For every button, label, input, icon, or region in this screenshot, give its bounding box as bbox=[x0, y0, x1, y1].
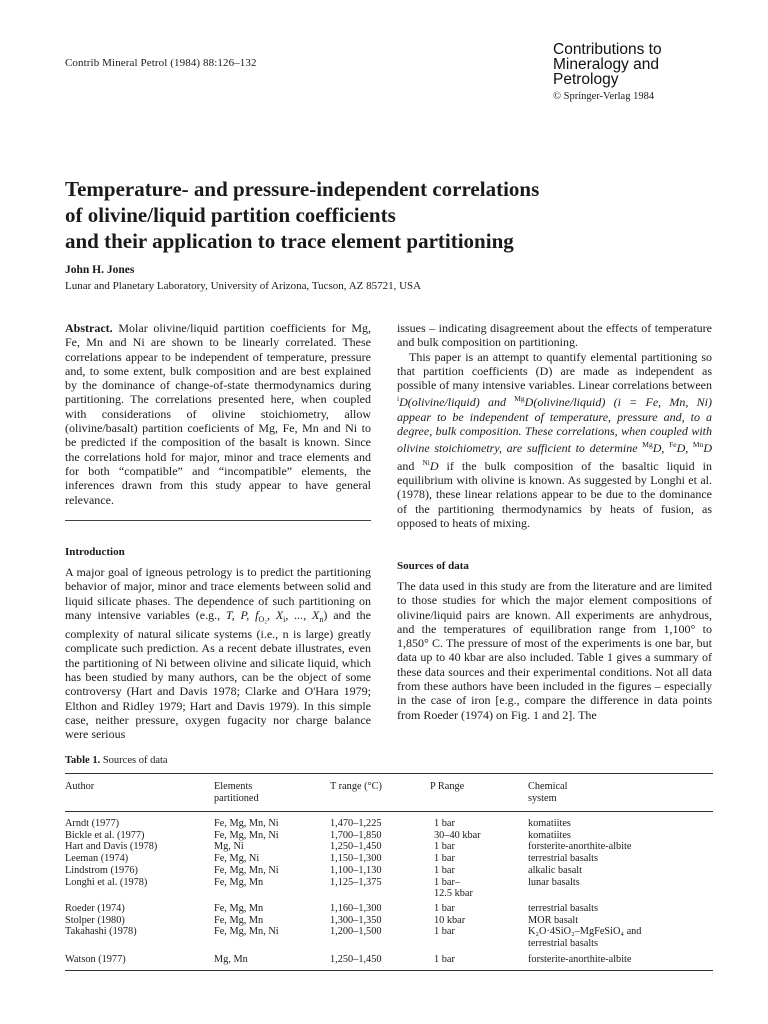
cell-pressure: 1 bar bbox=[434, 841, 455, 853]
cell-pressure: 1 bar bbox=[434, 953, 455, 965]
cell-author: Lindstrom (1976) bbox=[65, 864, 138, 876]
article-title bbox=[65, 176, 705, 254]
col-header-elements-line1: Elements bbox=[214, 781, 253, 792]
cell-chemical-system: alkalic basalt bbox=[528, 864, 583, 876]
sources-text: The data used in this study are from the literature and are limited to those studies for which the major element compositions of olivine/liquid pairs are known. All experiments are anhydrous, and the temperatures of equilibration range from 1,100° to 1,850° C. The pressure of most of the experiments is one bar, but data up to 40 kbar are also included. Table 1 gives a summary of these data sources and their experimental conditions. Not all data from these authors have been included in the figures – especially in the case of iron [e.g., compare the difference in data points from Roeder (1974) on Fig. 1 and 2]. The bbox=[397, 579, 712, 722]
author-name: John H. Jones bbox=[65, 264, 135, 276]
table-bottom-rule bbox=[65, 970, 713, 971]
cell-pressure: 1 bar bbox=[434, 864, 455, 876]
aim-text-part: if the bulk composition of the basaltic liquid in equilibrium with olivine is known. As suggested by Longhi et al. (1978), these linear relations appear to be due to the dominance of the partitioning thermodynamics by heats of fusion, as opposed to heats of mixing. bbox=[397, 458, 712, 530]
superscript-ni: Ni bbox=[422, 457, 430, 467]
col-header-prange: P Range bbox=[430, 781, 465, 792]
intro-text-part: A major goal of igneous petrology is to predict the partitioning behavior of major, minor and trace elements between solid and liquid silicate phases. The dependence of such partitioning on many intensive variables (e.g., bbox=[65, 565, 371, 622]
introduction-heading: Introduction bbox=[65, 546, 125, 558]
cell-author: Leeman (1974) bbox=[65, 853, 129, 865]
abstract-text: Molar olivine/liquid partition coefficients for Mg, Fe, Mn and Ni are shown to be linearly correlated. These correlations appear to be independent of temperature, pressure and, to some extent, bulk composition and are best explained by the dominance of change-of-state thermodynamics during partitioning. The correlations presented here, when coupled with considerations of olivine stoichiometry, allow (olivine/basalt) partition coeficients of Mg, Fe, Mn and Ni to be predicted if the composition of the basalt is known. Since the correlations hold for major, minor and trace elements and for both “compatible” and “incompatible” elements, the inferences drawn from this study appear to have general relevance. bbox=[65, 321, 371, 507]
col-header-chemical-line2: system bbox=[528, 792, 557, 804]
cell-temperature: 1,470–1,225 bbox=[330, 818, 382, 829]
journal-masthead bbox=[553, 42, 713, 102]
right-column-text bbox=[397, 321, 712, 530]
cell-pressure: 1 bar– bbox=[434, 876, 461, 888]
cell-elements: Fe, Mg, Mn, Ni bbox=[214, 926, 279, 938]
superscript-mg: Mg bbox=[514, 394, 525, 404]
intro-variables: T, P, f bbox=[225, 607, 259, 622]
aim-text-part: D(olivine/liquid) and bbox=[399, 395, 515, 410]
cell-temperature: 1,200–1,500 bbox=[330, 926, 382, 938]
aim-text-part: D(olivine/liquid) (i = Fe, Mn, Ni) appear to be independent of temperature, pressure and, to a degree, bulk composition. These correlations, when coupled with olivine stoichiometry, are sufficient to determine bbox=[397, 395, 712, 456]
cell-elements: Fe, Mg, Mn bbox=[214, 902, 264, 914]
cell-temperature: 1,250–1,450 bbox=[330, 953, 382, 965]
cell-temperature: 1,700–1,850 bbox=[330, 829, 382, 841]
table-caption bbox=[65, 755, 168, 766]
symbol-d: D bbox=[652, 441, 662, 456]
col-header-elements bbox=[214, 781, 259, 804]
symbol-d: D bbox=[676, 441, 686, 456]
copyright-notice: © Springer-Verlag 1984 bbox=[553, 91, 655, 102]
table-caption-text: Sources of data bbox=[100, 755, 168, 766]
journal-name-line-2: Mineralogy and bbox=[553, 56, 659, 73]
intro-subscript: O₂ bbox=[258, 614, 268, 624]
cell-author: Takahashi (1978) bbox=[65, 926, 137, 938]
abstract-label: Abstract. bbox=[65, 321, 113, 335]
symbol-d: D bbox=[429, 458, 439, 473]
cell-pressure: 12.5 kbar bbox=[434, 888, 473, 900]
cell-chemical-system: komatiites bbox=[528, 829, 571, 841]
table-top-rule bbox=[65, 773, 713, 774]
cell-chemical-system: komatiites bbox=[528, 818, 571, 829]
cell-temperature: 1,100–1,130 bbox=[330, 864, 382, 876]
cell-pressure: 1 bar bbox=[434, 853, 455, 865]
col-header-author: Author bbox=[65, 781, 95, 792]
paper-aim-paragraph: This paper is an attempt to quantify elemental partitioning so that partition coefficients (D) are made as independent as possible of many intensive variables. Linear correlations between $^i$D(olivine/liquid) and $^{Mg}$D(olivine/liquid) (i = Fe, Mn, Ni) appear to be independent of temperature, pressure and, to a degree, bulk composition. These correlations, when coupled with olivine stoichiometry, are sufficient to determine $^{Mg}$D, $^{Fe}$D, $^{Mn}$D and $^{Ni}$D if the bulk composition of the basaltic liquid in equilibrium with olivine is known. As suggested by Longhi et al. (1978), these linear relations appear to be due to the dominance of the partitioning thermodynamics by heats of fusion, as opposed to heats of mixing. bbox=[397, 349, 713, 530]
intro-text-part: , ..., X bbox=[285, 607, 320, 622]
title-line-2: of olivine/liquid partition coefficients bbox=[65, 203, 396, 227]
cell-author: Roeder (1974) bbox=[65, 902, 125, 914]
cell-elements: Fe, Mg, Mn bbox=[214, 914, 264, 926]
col-header-elements-line2: partitioned bbox=[214, 792, 259, 804]
abstract-divider bbox=[65, 520, 371, 521]
cell-author: Stolper (1980) bbox=[65, 914, 125, 926]
cell-temperature: 1,150–1,300 bbox=[330, 853, 382, 865]
cell-elements: Fe, Mg, Mn, Ni bbox=[214, 829, 279, 841]
cell-elements: Fe, Mg, Mn, Ni bbox=[214, 818, 279, 829]
cell-chemical-system: MOR basalt bbox=[528, 914, 579, 926]
author-affiliation: Lunar and Planetary Laboratory, University of Arizona, Tucson, AZ 85721, USA bbox=[65, 280, 422, 292]
col-header-chemical-line1: Chemical bbox=[528, 781, 568, 792]
superscript-i: i bbox=[397, 394, 400, 404]
cell-chemical-system: K₂O·4SiO₂–MgFeSiO₄ and bbox=[528, 926, 642, 938]
cell-chemical-system: terrestrial basalts bbox=[528, 853, 599, 865]
cell-pressure: 1 bar bbox=[434, 818, 455, 829]
cell-temperature: 1,250–1,450 bbox=[330, 841, 382, 853]
cell-temperature: 1,125–1,375 bbox=[330, 876, 382, 888]
cell-temperature: 1,300–1,350 bbox=[330, 914, 382, 926]
cell-author: Longhi et al. (1978) bbox=[65, 876, 148, 888]
intro-subscript: n bbox=[319, 614, 324, 624]
cell-elements: Fe, Mg, Mn, Ni bbox=[214, 864, 279, 876]
cell-elements: Fe, Mg, Mn bbox=[214, 876, 264, 888]
abstract bbox=[65, 321, 371, 507]
title-line-3: and their application to trace element partitioning bbox=[65, 229, 514, 253]
title-line-1: Temperature- and pressure-independent correlations bbox=[65, 177, 540, 201]
symbol-d: D bbox=[703, 441, 713, 456]
continued-paragraph: issues – indicating disagreement about the effects of temperature and bulk composition on partitioning. bbox=[397, 321, 712, 350]
cell-author: Hart and Davis (1978) bbox=[65, 841, 158, 853]
col-header-trange: T range (°C) bbox=[330, 781, 382, 792]
superscript-mn: Mn bbox=[692, 440, 704, 450]
cell-chemical-system: forsterite-anorthite-albite bbox=[528, 841, 632, 853]
superscript-fe: Fe bbox=[669, 440, 677, 450]
journal-name-line-3: Petrology bbox=[553, 71, 619, 88]
cell-author: Bickle et al. (1977) bbox=[65, 829, 145, 841]
cell-author: Arndt (1977) bbox=[65, 818, 120, 829]
cell-elements: Mg, Mn bbox=[214, 953, 248, 965]
cell-chemical-system: terrestrial basalts bbox=[528, 902, 599, 914]
cell-temperature: 1,160–1,300 bbox=[330, 902, 382, 914]
cell-chemical-system: forsterite-anorthite-albite bbox=[528, 953, 632, 965]
intro-text-part: , X bbox=[267, 607, 284, 622]
cell-pressure: 30–40 kbar bbox=[434, 829, 481, 841]
superscript-mg: Mg bbox=[642, 440, 653, 450]
introduction-text bbox=[65, 565, 371, 742]
aim-text-part: This paper is an attempt to quantify elemental partitioning so that partition coefficients (D) are made as independent as possible of many intensive variables. Linear correlations between bbox=[397, 349, 712, 393]
journal-citation: Contrib Mineral Petrol (1984) 88:126–132 bbox=[65, 57, 257, 69]
cell-pressure: 1 bar bbox=[434, 902, 455, 914]
table-header-rule bbox=[65, 811, 713, 812]
cell-elements: Fe, Mg, Ni bbox=[214, 853, 260, 865]
journal-name-line-1: Contributions to bbox=[553, 41, 662, 58]
sources-heading: Sources of data bbox=[397, 560, 469, 572]
cell-pressure: 10 kbar bbox=[434, 914, 466, 926]
table-caption-label: Table 1. bbox=[65, 755, 101, 766]
cell-elements: Mg, Ni bbox=[214, 841, 244, 853]
intro-text-part: ) and the complexity of natural silicate systems (i.e., n is large) greatly complicate such prediction. As a recent debate illustrates, even the partitioning of Ni between olivine and silicate liquid, which has been studied by many authors, can be the object of some controversy (Hart and Davis 1978; Clarke and O'Hara 1979; Elthon and Ridley 1979; Hart and Davis 1979). In this simple case, neither pressure, oxygen fugacity nor charge balance were serious bbox=[65, 607, 371, 742]
cell-pressure: 1 bar bbox=[434, 926, 455, 938]
col-header-chemical bbox=[528, 781, 567, 804]
cell-chemical-system: terrestrial basalts bbox=[528, 938, 599, 949]
cell-chemical-system: lunar basalts bbox=[528, 876, 580, 888]
intro-subscript: i bbox=[283, 614, 286, 624]
cell-author: Watson (1977) bbox=[65, 953, 126, 965]
